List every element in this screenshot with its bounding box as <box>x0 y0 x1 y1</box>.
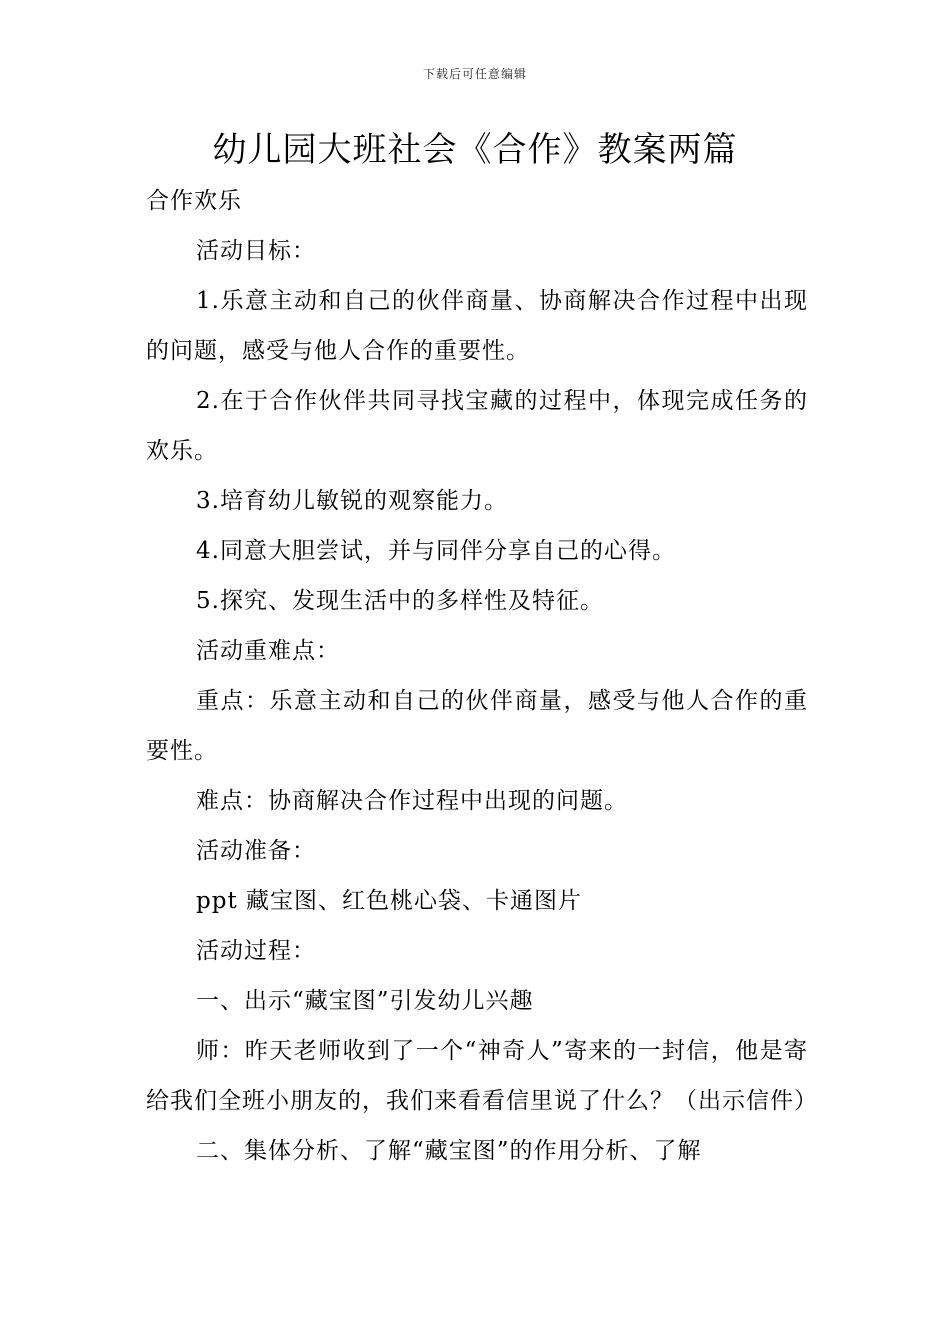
paragraph-process-heading: 活动过程： <box>196 938 316 964</box>
paragraph-step-1: 一、出示“藏宝图”引发幼儿兴趣 <box>196 988 534 1014</box>
paragraph-teacher-speech: 师：昨天老师收到了一个“神奇人”寄来的一封信，他是寄给我们全班小朋友的，我们来看看信里说了什么？（出示信件） <box>146 1038 818 1114</box>
paragraph-preparation-heading: 活动准备： <box>196 838 316 864</box>
paragraph-goal-2: 2.在于合作伙伴共同寻找宝藏的过程中，体现完成任务的欢乐。 <box>146 388 808 464</box>
paragraph-goal-5: 5.探究、发现生活中的多样性及特征。 <box>196 588 604 614</box>
paragraph-goal-1: 1.乐意主动和自己的伙伴商量、协商解决合作过程中出现的问题，感受与他人合作的重要性。 <box>146 288 808 364</box>
paragraph-goal-3: 3.培育幼儿敏锐的观察能力。 <box>196 488 508 514</box>
paragraph-key-point: 重点：乐意主动和自己的伙伴商量，感受与他人合作的重要性。 <box>146 688 808 764</box>
page-header-note: 下载后可任意编辑 <box>422 67 527 81</box>
document-title: 幼儿园大班社会《合作》教案两篇 <box>212 130 738 170</box>
document-body <box>146 176 818 1176</box>
paragraph-goals-heading: 活动目标： <box>196 238 316 264</box>
paragraph-key-points-heading: 活动重难点： <box>196 638 340 664</box>
paragraph-goal-4: 4.同意大胆尝试，并与同伴分享自己的心得。 <box>196 538 676 564</box>
paragraph-preparation-materials: ppt 藏宝图、红色桃心袋、卡通图片 <box>196 888 582 914</box>
paragraph-step-2: 二、集体分析、了解“藏宝图”的作用分析、了解 <box>196 1138 702 1164</box>
paragraph-difficulty: 难点：协商解决合作过程中出现的问题。 <box>196 788 628 814</box>
paragraph-section-title: 合作欢乐 <box>146 188 242 214</box>
